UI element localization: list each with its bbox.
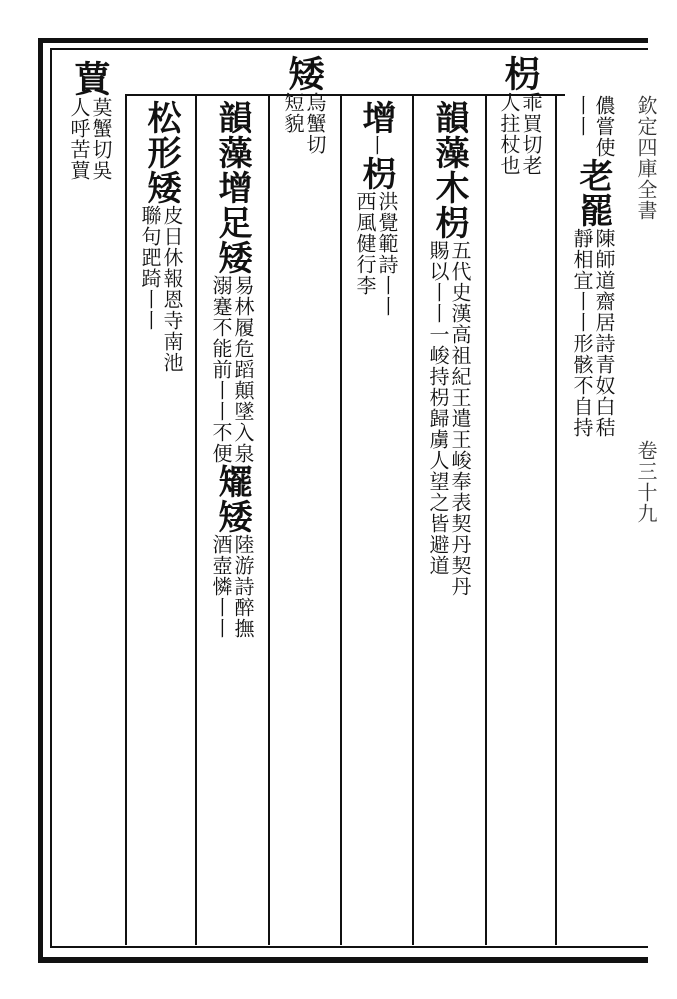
head-character: 蕒 bbox=[69, 60, 111, 97]
annotation-text: 烏蟹切 bbox=[303, 92, 327, 155]
annotation-text: 丨 bbox=[364, 135, 388, 156]
entry-column bbox=[198, 100, 266, 639]
entry-term: 松形矮 bbox=[141, 100, 181, 205]
entry-term: 老罷 bbox=[573, 158, 613, 228]
book-title: 欽定四庫全書 bbox=[634, 95, 658, 221]
annotation-pair bbox=[211, 275, 253, 464]
frame-bottom bbox=[38, 957, 648, 963]
annotation-text: 洪覺範詩丨丨 bbox=[375, 191, 399, 317]
header-band bbox=[50, 48, 648, 50]
annotation-text: 人拄杖也 bbox=[497, 92, 521, 176]
entry-term: 增 bbox=[356, 100, 396, 135]
annotation-text: 乖買切老 bbox=[519, 92, 543, 176]
annotation-pair bbox=[140, 205, 182, 373]
annotation-text: 儂嘗使 bbox=[592, 95, 616, 158]
frame-inner-left bbox=[50, 48, 52, 948]
annotation-pair bbox=[69, 97, 111, 181]
entry-term: 增 bbox=[212, 170, 252, 205]
annotation-pair bbox=[428, 240, 470, 597]
annotation-text: 陳師道齋居詩青奴白秸 bbox=[592, 228, 616, 438]
annotation-text: 靜相宜丨丨形骸不自持 bbox=[570, 228, 594, 438]
entry-column bbox=[270, 55, 338, 155]
entry-column bbox=[60, 60, 120, 181]
entry-column bbox=[414, 100, 484, 597]
column-rule bbox=[485, 95, 487, 945]
column-rule bbox=[195, 95, 197, 945]
column-rule bbox=[268, 95, 270, 945]
frame-inner-bottom bbox=[50, 946, 648, 948]
annotation-pair bbox=[355, 191, 397, 317]
column-rule bbox=[555, 95, 557, 945]
annotation-text: 莫蟹切吳 bbox=[89, 97, 113, 181]
entry-column bbox=[128, 100, 194, 373]
frame-top bbox=[38, 38, 648, 43]
head-character: 矮 bbox=[283, 55, 325, 92]
annotation-text: 聯句跁踦丨丨 bbox=[138, 205, 162, 331]
entry-term: 矲矮 bbox=[212, 464, 252, 534]
annotation-pair bbox=[572, 228, 614, 438]
annotation-text: 易林履危蹈顛墜入泉 bbox=[231, 275, 255, 464]
annotation-pair bbox=[499, 92, 541, 176]
annotation-text: 人呼苦蕒 bbox=[67, 97, 91, 181]
annotation-text: 西風健行李 bbox=[353, 191, 377, 296]
volume-label: 卷三十九 bbox=[634, 440, 658, 524]
annotation-text: 五代史漢高祖紀王遣王峻奉表契丹契丹 bbox=[448, 240, 472, 597]
entry-term: 枴 bbox=[356, 156, 396, 191]
annotation-text: 溺蹇不能前丨丨不便 bbox=[209, 275, 233, 464]
entry-column bbox=[342, 100, 410, 317]
annotation-pair bbox=[572, 95, 614, 158]
annotation-pair bbox=[211, 534, 253, 639]
column-rule bbox=[125, 95, 127, 945]
annotation-pair bbox=[283, 92, 325, 155]
annotation-text: 賜以丨丨一峻持枴歸虜人望之皆避道 bbox=[426, 240, 450, 576]
entry-term: 木枴 bbox=[429, 170, 469, 240]
annotation-text: 丨丨 bbox=[570, 95, 594, 137]
entry-term: 足矮 bbox=[212, 205, 252, 275]
annotation-text: 酒壺憐丨丨 bbox=[209, 534, 233, 639]
annotation-text: 短貌 bbox=[281, 92, 305, 134]
annotation-text: 皮日休報恩寺南池 bbox=[160, 205, 184, 373]
annotation-text: 陸游詩醉撫 bbox=[231, 534, 255, 639]
entry-term: 韻藻 bbox=[429, 100, 469, 170]
frame-left bbox=[38, 38, 43, 963]
entry-column bbox=[558, 95, 628, 438]
entry-column bbox=[487, 55, 553, 176]
head-character: 枴 bbox=[499, 55, 541, 92]
entry-term: 韻藻 bbox=[212, 100, 252, 170]
